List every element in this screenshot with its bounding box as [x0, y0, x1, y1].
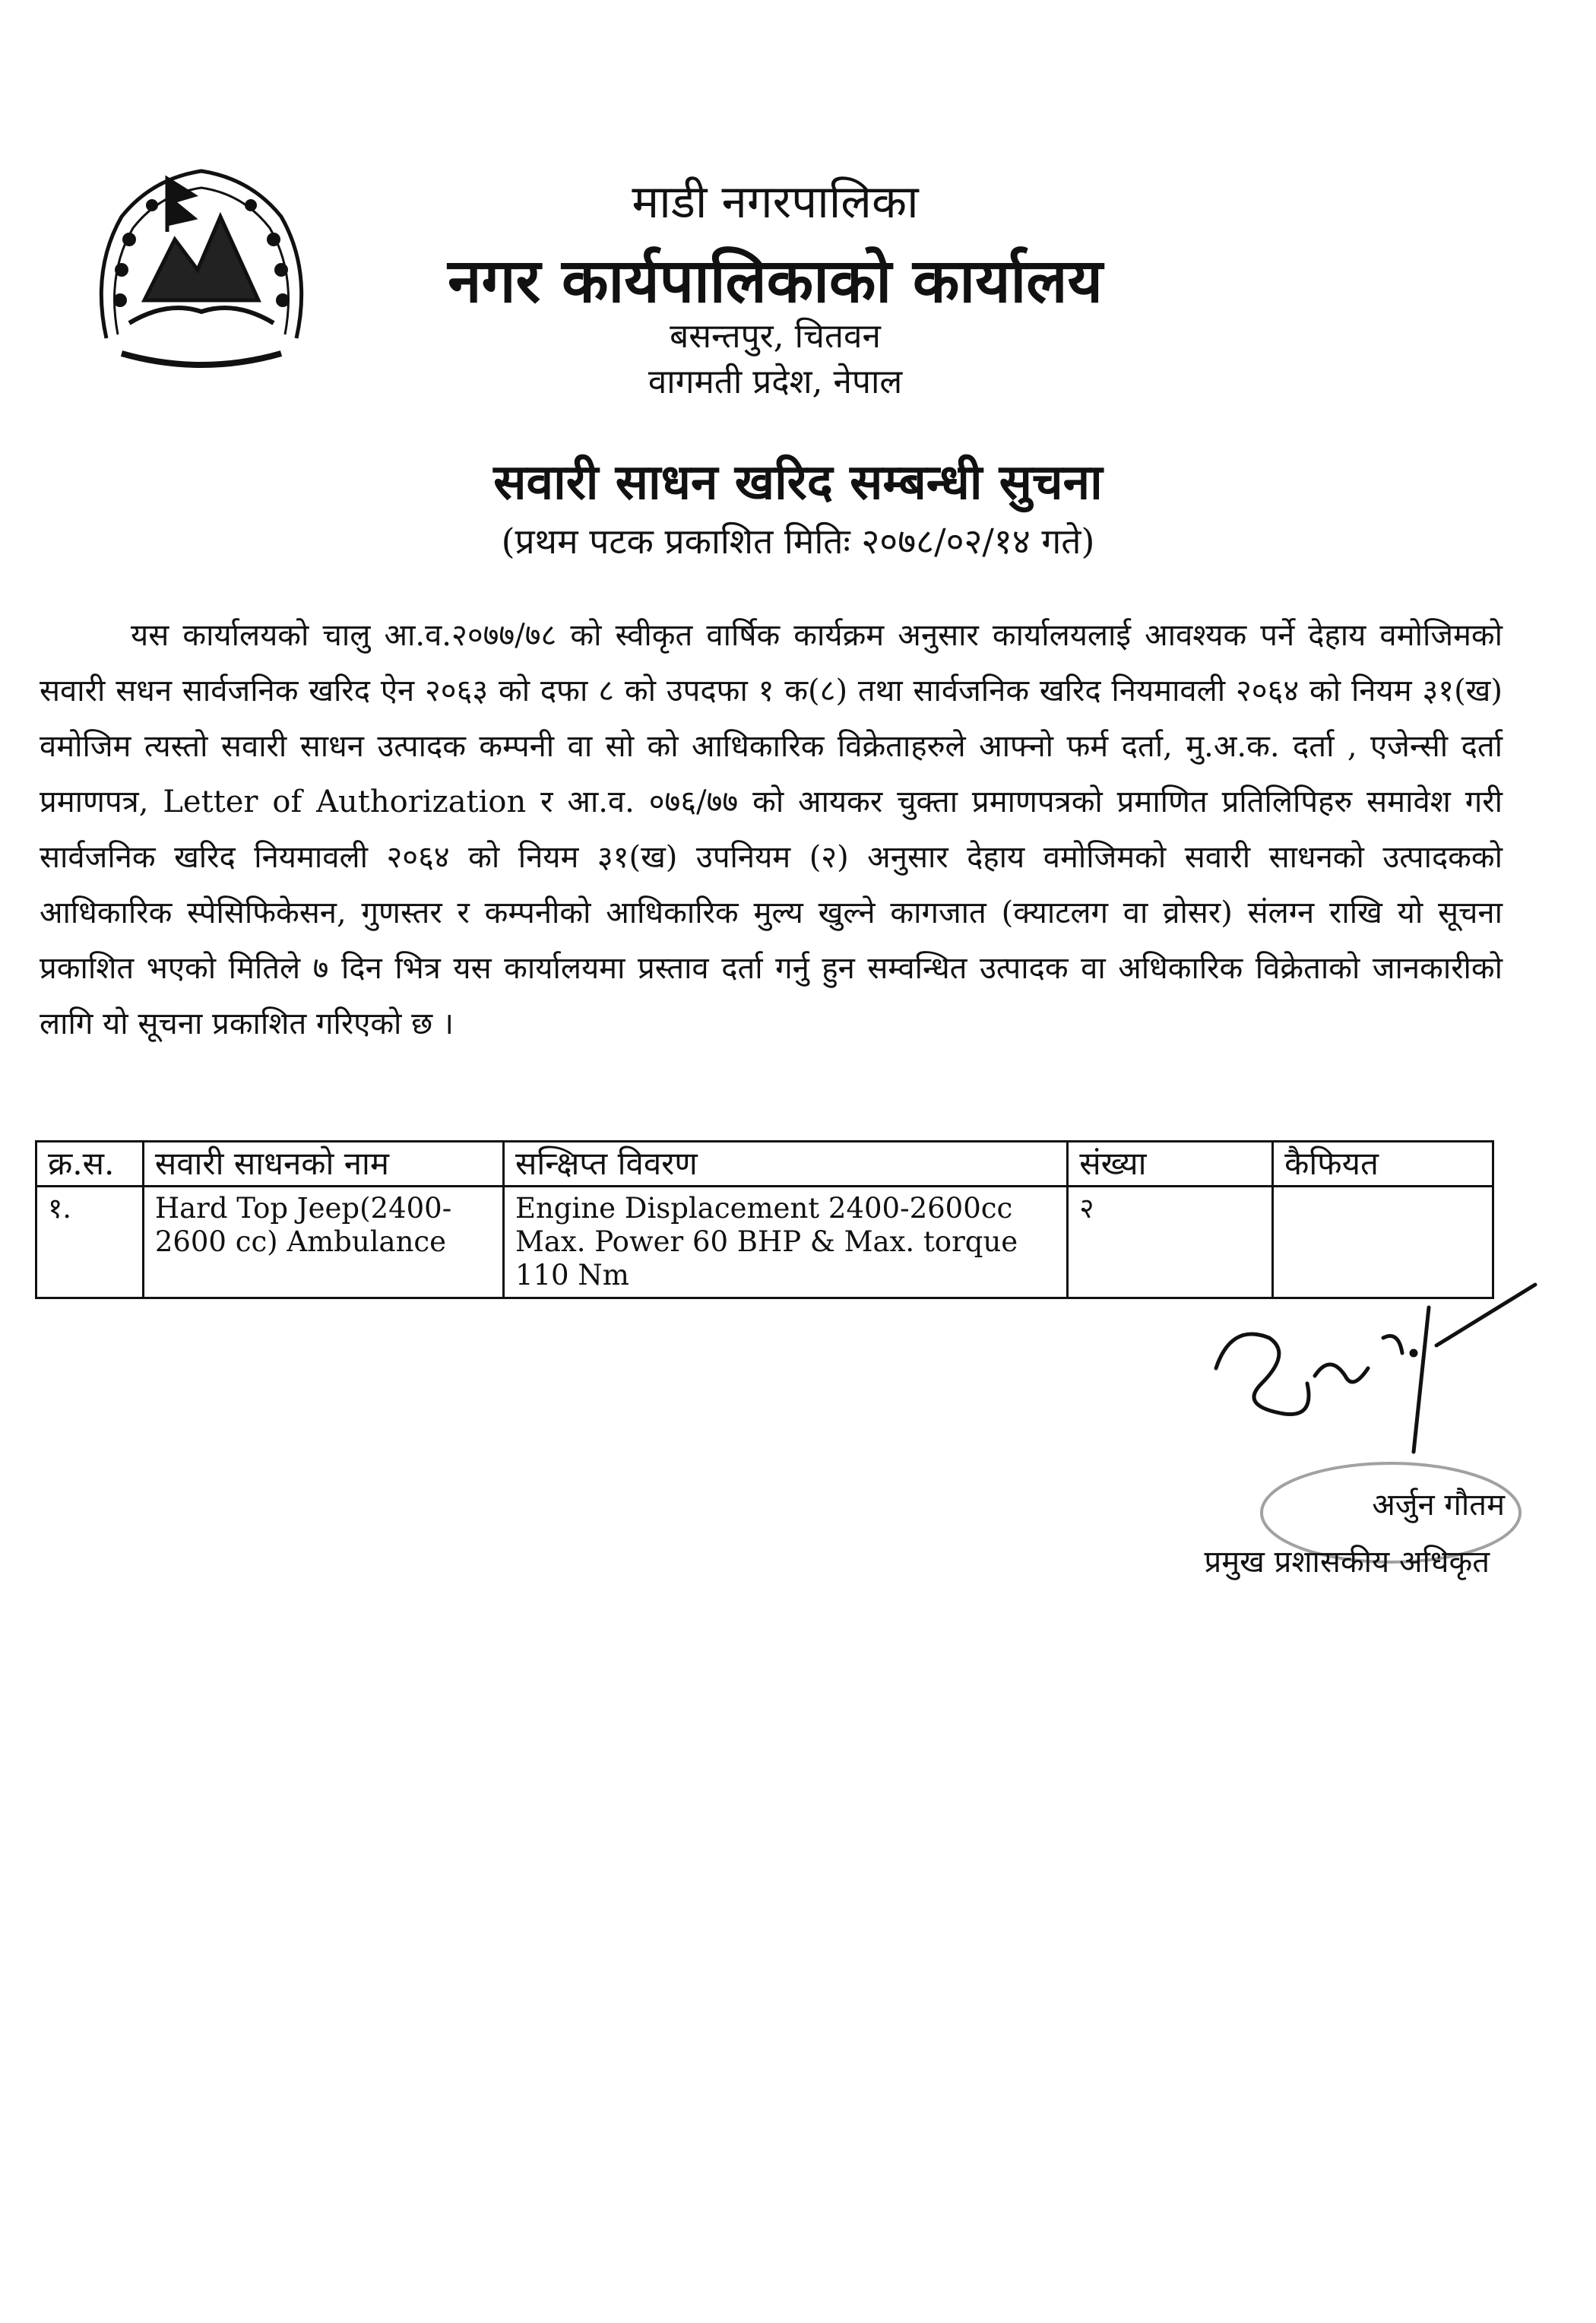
table-header-row — [36, 1142, 1493, 1187]
nepal-emblem-icon — [76, 148, 327, 384]
header-remarks: कैफियत — [1273, 1142, 1493, 1187]
header-quantity: संख्या — [1068, 1142, 1273, 1187]
signatory-title: प्रमुख प्रशासकीय अधिकृत — [1204, 1545, 1490, 1580]
signature-drawing — [1186, 1262, 1543, 1482]
signatory-name: अर्जुन गौतम — [1372, 1488, 1505, 1523]
notice-body: यस कार्यालयको चालु आ.व.२०७७/७८ को स्वीकृत वार्षिक कार्यक्रम अनुसार कार्यालयलाई आवश्यक पर्ने देहाय वमोजिमको सवारी सधन सार्वजनिक खरिद ऐन २०६३ को दफा ८ को उपदफा १ क(८) तथा सार्वजनिक खरिद नियमावली २०६४ को नियम ३१(ख) वमोजिम त्यस्तो सवारी साधन उत्पादक कम्पनी वा सो को आधिकारिक विक्रेताहरुले आफ्नो फर्म दर्ता, मु.अ.क. दर्ता , एजेन्सी दर्ता प्रमाणपत्र, Letter of Authorization र आ.व. ०७६/७७ को आयकर चुक्ता प्रमाणपत्रको प्रमाणित प्रतिलिपिहरु समावेश गरी सार्वजनिक खरिद नियमावली २०६४ को नियम ३१(ख) उपनियम (२) अनुसार देहाय वमोजिमको सवारी साधनको उत्पादकको आधिकारिक स्पेसिफिकेसन, गुणस्तर र कम्पनीको आधिकारिक मुल्य खुल्ने कागजात (क्याटलग वा व्रोसर) संलग्न राखि यो सूचना प्रकाशित भएको मितिले ७ दिन भित्र यस कार्यालयमा प्रस्ताव दर्ता गर्नु हुन सम्वन्धित उत्पादक वा अधिकारिक विक्रेताको जानकारीको लागि यो सूचना प्रकाशित गरिएको छ । — [40, 618, 1503, 1041]
notice-published-date: (प्रथम पटक प्रकाशित मितिः २०७८/०२/१४ गते) — [501, 521, 1095, 562]
header-serial: क्र.स. — [36, 1142, 144, 1187]
cell-description — [503, 1187, 1067, 1298]
description-line-1: Engine Displacement 2400-2600cc — [515, 1192, 1013, 1225]
description-line-2: Max. Power 60 BHP & Max. torque 110 Nm — [515, 1225, 1018, 1291]
header-description: सन्क्षिप्त विवरण — [503, 1142, 1067, 1187]
office-name: नगर कार्यपालिकाको कार्यालय — [448, 245, 1103, 316]
header-vehicle-name: सवारी साधनको नाम — [143, 1142, 503, 1187]
municipality-name: माडी नगरपालिका — [632, 176, 919, 229]
cell-vehicle-name: Hard Top Jeep(2400-2600 cc) Ambulance — [143, 1187, 503, 1298]
address-line-1: बसन्तपुर, चितवन — [670, 317, 881, 356]
notice-title: सवारी साधन खरिद सम्बन्धी सुचना — [493, 454, 1103, 511]
cell-quantity: २ — [1068, 1187, 1273, 1298]
cell-serial: १. — [36, 1187, 144, 1298]
address-line-2: वागमती प्रदेश, नेपाल — [648, 363, 903, 401]
